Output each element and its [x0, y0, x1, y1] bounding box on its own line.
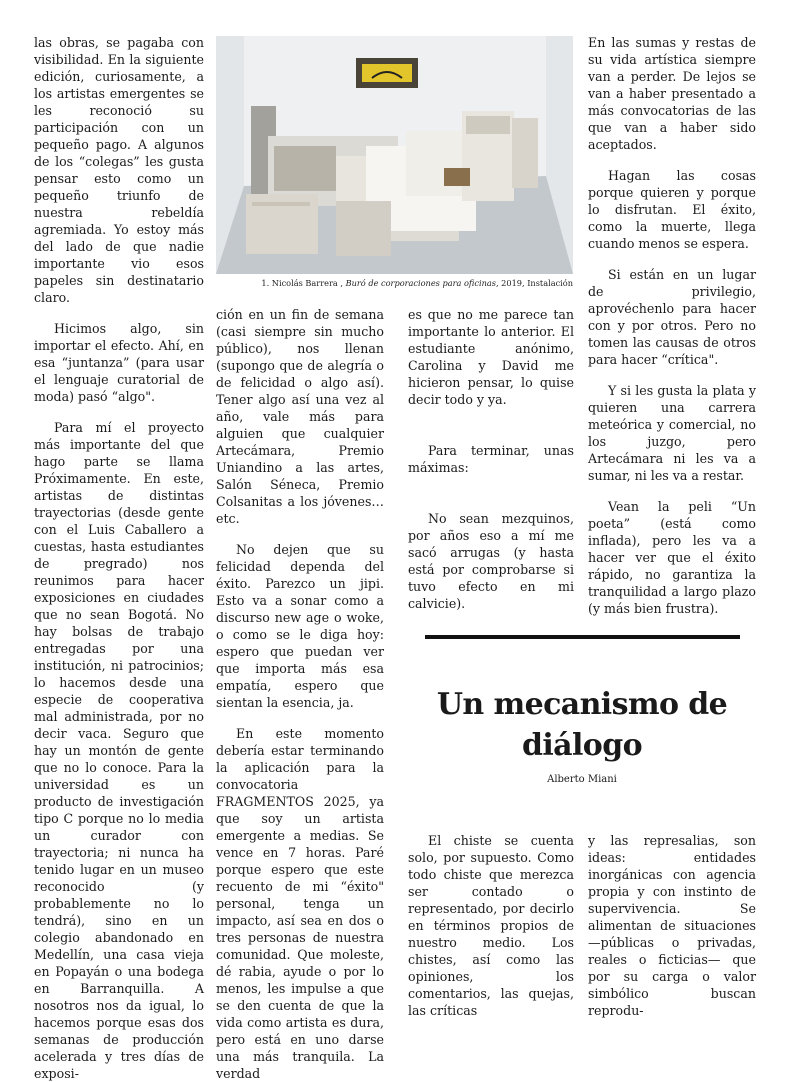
paragraph: Vean la peli “Un poeta” (está como inflada), pero les va a hacer ver que el éxito rápido, no garantiza la tranquilidad a largo plazo (y más bien frustra).	[588, 499, 756, 616]
article2-column-1	[408, 832, 574, 1019]
text-column-3	[408, 306, 574, 626]
text-column-2	[216, 306, 384, 1082]
article2-column-2	[588, 832, 756, 1019]
text-column-4	[588, 34, 756, 631]
paragraph: No dejen que su felicidad dependa del éxito. Parezco un jipi. Esto va a sonar como a discurso new age o woke, o como se le diga hoy: espero que puedan ver que importa más esa empatía, espero que sientan la esencia, ja.	[216, 542, 384, 710]
paragraph: Hagan las cosas porque quieren y porque lo disfrutan. El éxito, como la muerte, llega cuando menos se espera.	[588, 168, 756, 251]
paragraph: En las sumas y restas de su vida artística siempre van a perder. De lejos se van a haber presentado a más convocatorias de las que van a haber sido aceptados.	[588, 35, 756, 152]
paragraph: ción en un fin de semana (casi siempre sin mucho público), nos llenan (supongo que de alegría o de felicidad o algo así). Tener algo así una vez al año, vale más para alguien que cualquier Artecámara, Premio Uniandino a las artes, Salón Séneca, Premio Colsanitas a los jóvenes…etc.	[216, 307, 384, 526]
paragraph: y las represalias, son ideas: entidades inorgánicas con agencia propia y con instinto de supervivencia. Se alimentan de situaciones —públicas o privadas, reales o ficticias— que por su carga o valor simbólico buscan reprodu-	[588, 833, 756, 1018]
paragraph: El chiste se cuenta solo, por supuesto. Como todo chiste que merezca ser contado o representado, por decirlo en términos propios de nuestro medio. Los chistes, así como las opiniones, los comentarios, las quejas, las críticas	[408, 833, 574, 1018]
caption-title: Buró de corporaciones para oficinas	[345, 278, 496, 288]
paragraph: es que no me parece tan importante lo anterior. El estudiante anónimo, Carolina y David me hicieron pensar, lo quise decir todo y ya.	[408, 307, 574, 407]
text-column-1	[34, 34, 204, 1082]
installation-illustration	[216, 36, 573, 274]
caption-prefix: 1. Nicolás Barrera ,	[261, 278, 346, 288]
paragraph: No sean mezquinos, por años eso a mí me sacó arrugas (y hasta está por comprobarse si tuvo efecto en mi calvicie).	[408, 511, 574, 611]
paragraph: Si están en un lugar de privilegio, aprovéchenlo para hacer con y por otros. Pero no tomen las causas de otros para hacer “crítica".	[588, 267, 756, 367]
figure-caption	[216, 278, 573, 289]
article-title: Un mecanismo de diálogo	[436, 687, 728, 763]
paragraph: Hicimos algo, sin importar el efecto. Ahí, en esa “juntanza” (para usar el lenguaje curatorial de moda) pasó “algo".	[34, 321, 204, 404]
installation-photo	[216, 36, 573, 274]
paragraph: Para mí el proyecto más importante del que hago parte se llama Próximamente. En este, artistas de distintas trayectorias (desde gente con el Luis Caballero a cuestas, hasta estudiantes de pregrado) nos reunimos para hacer exposiciones en ciudades que no sean Bogotá. No hay bolsas de trabajo entregadas por una institución, ni patrocinios; lo hacemos desde una especie de cooperativa mal administrada, por no decir vaca. Seguro que hay un montón de gente que no lo conoce. Para la universidad es un producto de investigación tipo C porque no lo media un curador con trayectoria; ni nunca ha tenido lugar en un museo reconocido (y probablemente no lo tendrá), sino en un colegio abandonado en Medellín, una casa vieja en Popayán o una bodega en Barranquilla. A nosotros nos da igual, lo hacemos porque esas dos semanas de producción acelerada y tres días de exposi-	[34, 420, 204, 1081]
caption-suffix: , 2019, Instalación	[495, 278, 573, 288]
section-divider	[425, 635, 740, 639]
paragraph: En este momento debería estar terminando la aplicación para la convocatoria FRAGMENTOS 2025, ya que soy un artista emergente a medias. Se vence en 7 horas. Paré porque espero que este recuento de mi “éxito" personal, tenga un impacto, así sea en dos o tres personas de nuestra comunidad. Que moleste, dé rabia, ayude o por lo menos, les impulse a que se den cuenta de que la vida como artista es dura, pero está en uno darse una más tranquila. La verdad	[216, 726, 384, 1081]
paragraph: las obras, se pagaba con visibilidad. En la siguiente edición, curiosamente, a los artistas emergentes se les reconoció su participación con un pequeño pago. A algunos de los “colegas” les gusta pensar esto como un pequeño triunfo de nuestra rebeldía agremiada. Yo estoy más del lado de que nadie importante vio esos papeles sin destinatario claro.	[34, 35, 204, 305]
article-author: Alberto Miani	[547, 774, 617, 785]
paragraph: Para terminar, unas máximas:	[408, 443, 574, 475]
paragraph: Y si les gusta la plata y quieren una carrera meteórica y comercial, no los juzgo, pero Artecámara ni les va a sumar, ni les va a restar.	[588, 383, 756, 483]
